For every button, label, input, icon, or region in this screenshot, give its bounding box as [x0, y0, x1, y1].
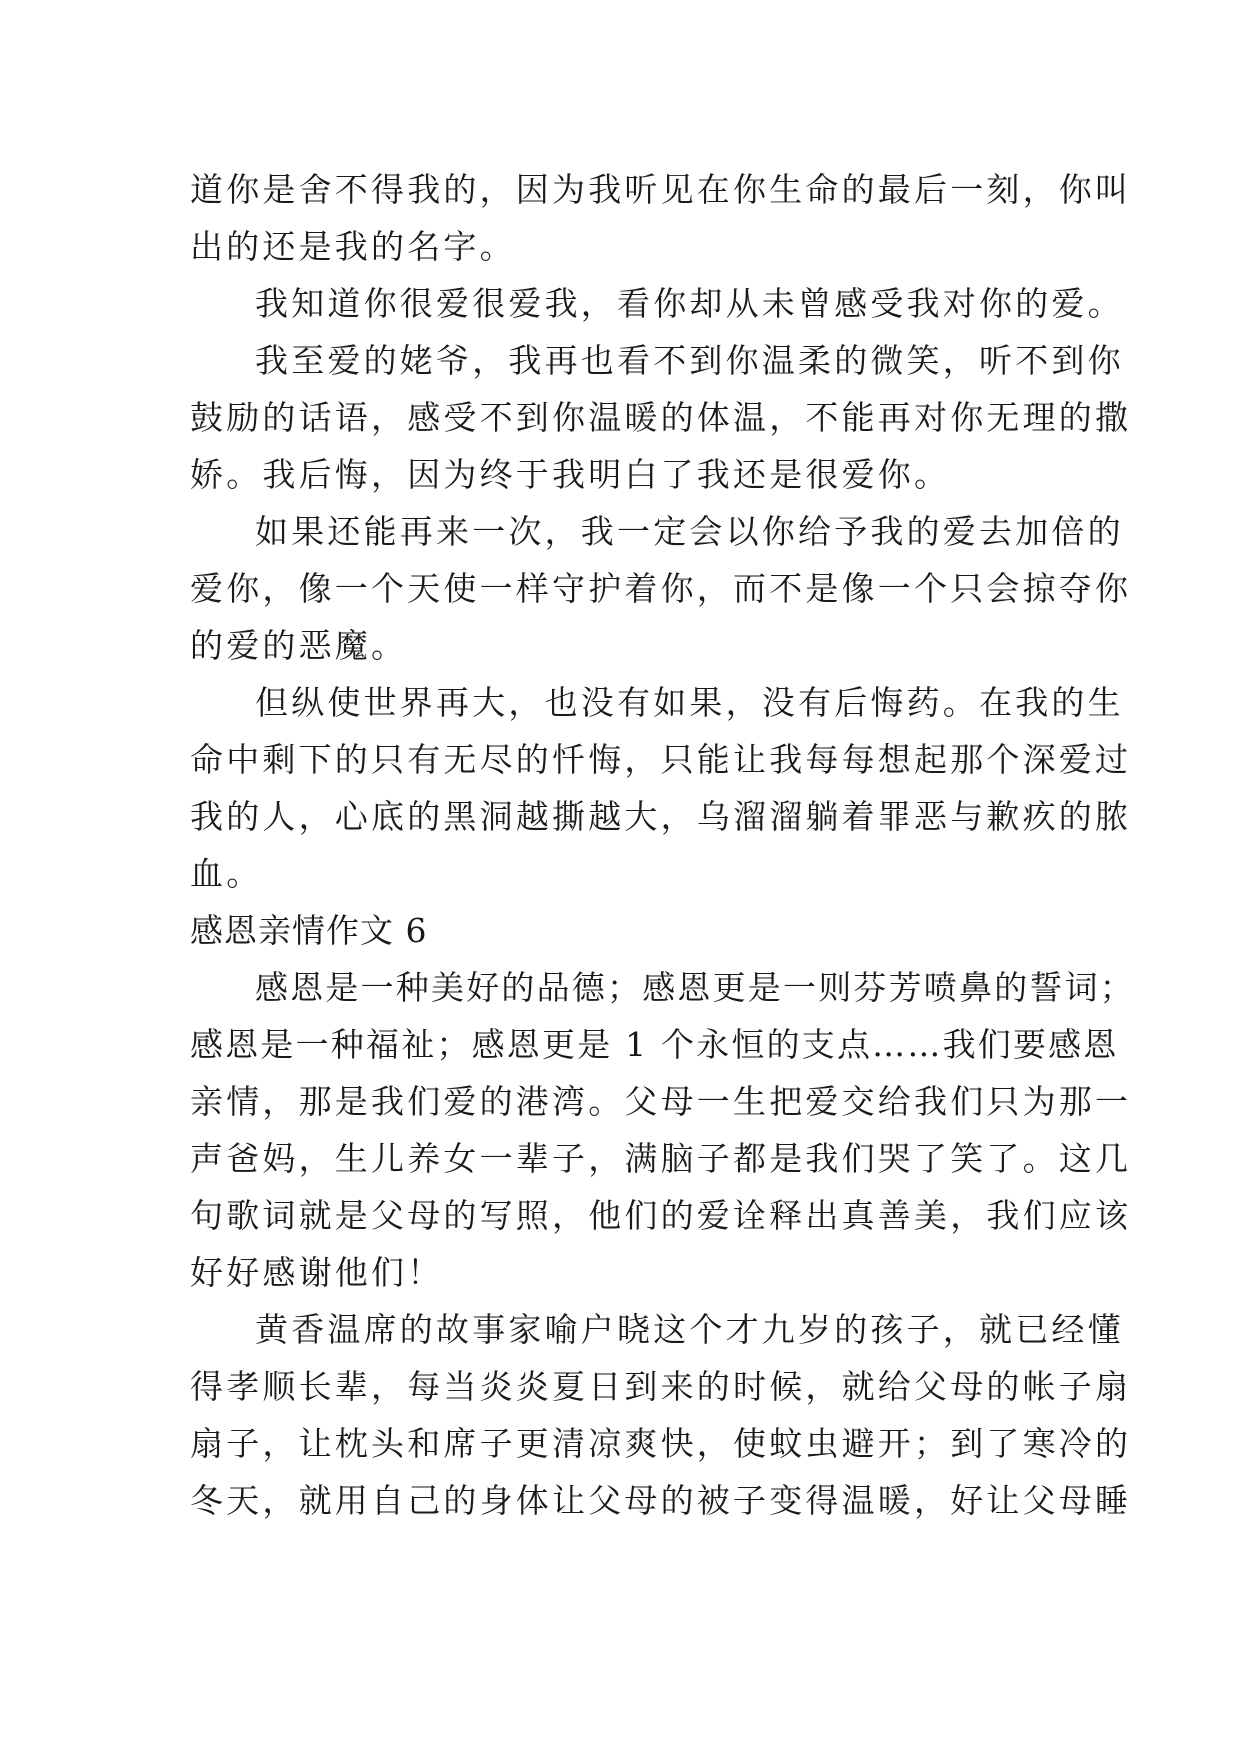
section-heading: 感恩亲情作文 6 — [190, 911, 428, 950]
text-line: 的爱的恶魔。 — [190, 626, 408, 665]
text-line: 亲情，那是我们爱的港湾。父母一生把爱交给我们只为那一 — [190, 1082, 1132, 1121]
text-line: 如果还能再来一次，我一定会以你给予我的爱去加倍的 — [255, 512, 1124, 551]
text-line: 冬天，就用自己的身体让父母的被子变得温暖，好让父母睡 — [190, 1481, 1132, 1520]
text-line: 道你是舍不得我的，因为我听见在你生命的最后一刻，你叫 — [190, 170, 1132, 209]
text-line: 我至爱的姥爷，我再也看不到你温柔的微笑，听不到你 — [255, 341, 1124, 380]
text-line: 爱你，像一个天使一样守护着你，而不是像一个只会掠夺你 — [190, 569, 1132, 608]
text-line: 扇子，让枕头和席子更清凉爽快，使蚊虫避开；到了寒冷的 — [190, 1424, 1132, 1463]
text-line: 血。 — [190, 854, 263, 893]
text-line: 娇。我后悔，因为终于我明白了我还是很爱你。 — [190, 455, 951, 494]
text-line: 黄香温席的故事家喻户晓这个才九岁的孩子，就已经懂 — [255, 1310, 1124, 1349]
text-line: 我的人，心底的黑洞越撕越大，乌溜溜躺着罪恶与歉疚的脓 — [190, 797, 1132, 836]
text-line: 鼓励的话语，感受不到你温暖的体温，不能再对你无理的撒 — [190, 398, 1132, 437]
text-line: 出的还是我的名字。 — [190, 227, 516, 266]
text-line: 感恩是一种福祉；感恩更是 1 个永恒的支点……我们要感恩 — [190, 1025, 1119, 1064]
text-line: 句歌词就是父母的写照，他们的爱诠释出真善美，我们应该 — [190, 1196, 1132, 1235]
text-line: 但纵使世界再大，也没有如果，没有后悔药。在我的生 — [255, 683, 1124, 722]
text-line: 好好感谢他们！ — [190, 1253, 444, 1292]
text-line: 得孝顺长辈，每当炎炎夏日到来的时候，就给父母的帐子扇 — [190, 1367, 1132, 1406]
text-line: 声爸妈，生儿养女一辈子，满脑子都是我们哭了笑了。这几 — [190, 1139, 1132, 1178]
text-line: 感恩是一种美好的品德；感恩更是一则芬芳喷鼻的誓词； — [255, 968, 1135, 1007]
text-line: 命中剩下的只有无尽的忏悔，只能让我每每想起那个深爱过 — [190, 740, 1132, 779]
text-line: 我知道你很爱很爱我，看你却从未曾感受我对你的爱。 — [255, 284, 1124, 323]
